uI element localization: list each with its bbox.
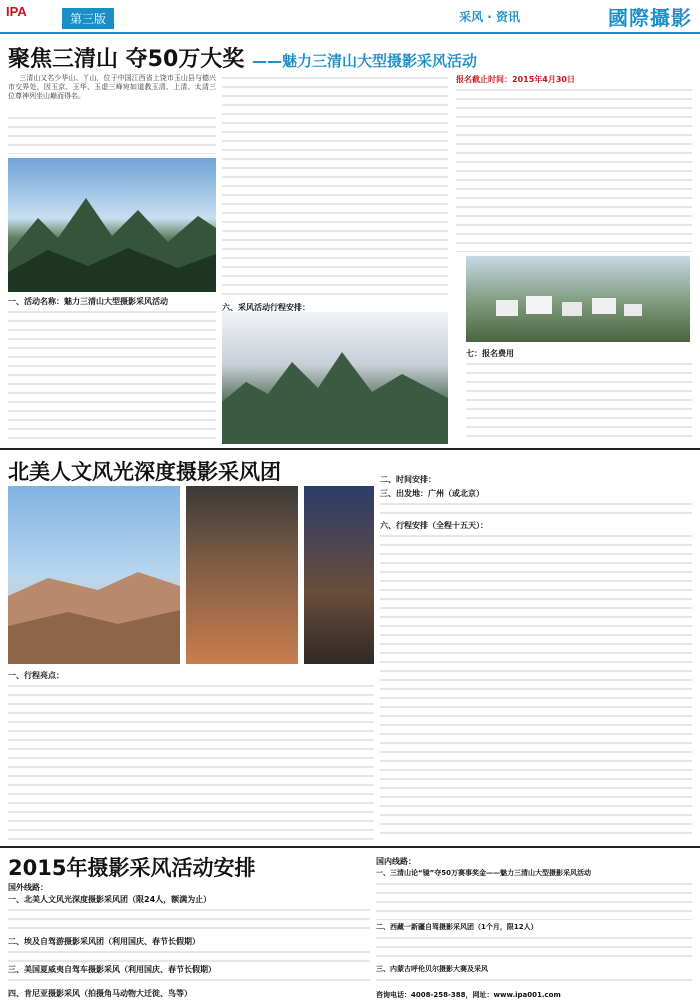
story3-right-head: 国内线路： xyxy=(376,857,416,866)
grand-canyon-photo xyxy=(8,486,180,664)
bodypaint-photo xyxy=(186,486,298,664)
story1-section-7: 七：报名费用 xyxy=(466,349,514,358)
story3-r3: 三、内蒙古呼伦贝尔摄影大赛及采风 xyxy=(376,965,488,973)
story3-l4: 四、肯尼亚摄影采风（拍摄角马动物大迁徙、鸟等） xyxy=(8,989,192,998)
ipa-logo: IPA xyxy=(6,4,27,19)
story2-section-3: 三、出发地：广州（或北京） xyxy=(380,489,484,498)
story3-l3-placeholder xyxy=(8,976,370,986)
story3-l1: 一、北美人文风光深度摄影采风团（限24人，额满为止） xyxy=(8,895,212,904)
story1-section-1: 一、活动名称：魅力三清山大型摄影采风活动 xyxy=(8,297,168,306)
sanqingshan-photo xyxy=(8,158,216,292)
story2-section-1: 一、行程亮点： xyxy=(8,671,64,680)
masthead: 國際攝影 xyxy=(608,6,692,30)
story2-section-6: 六、行程安排（全程十五天）： xyxy=(380,521,488,530)
divider-2 xyxy=(0,846,700,848)
story2-section-2: 二、时间安排： xyxy=(380,475,436,484)
divider-1 xyxy=(0,448,700,450)
story2-title: 北美人文风光深度摄影采风团 xyxy=(8,460,281,484)
story3-r3-placeholder xyxy=(376,976,692,986)
mountain-sea-photo xyxy=(222,312,448,444)
mountain-illustration xyxy=(8,158,216,292)
page-header xyxy=(0,0,700,34)
story3-r2-placeholder xyxy=(376,934,692,962)
page-number: 第三版 xyxy=(62,8,114,29)
village-photo xyxy=(466,256,690,342)
story2-col2a-placeholder xyxy=(380,500,692,518)
story3-left-head: 国外线路： xyxy=(8,883,48,892)
story1-intro-placeholder xyxy=(8,114,216,154)
story1-col3-placeholder xyxy=(456,86,692,252)
story3-r1-placeholder xyxy=(376,880,692,920)
story3-l2: 二、埃及自驾游摄影采风团（利用国庆、春节长假期） xyxy=(8,937,200,946)
story3-l3: 三、美国夏威夷自驾车摄影采风（利用国庆、春节长假期） xyxy=(8,965,216,974)
story1-section-6: 六、采风活动行程安排： xyxy=(222,303,310,312)
story1-col2-placeholder xyxy=(222,74,448,298)
village-illustration xyxy=(466,256,690,342)
story1-col1-placeholder xyxy=(8,308,216,442)
story1-intro: 三清山又名少华山、丫山，位于中国江西省上饶市玉山县与德兴市交界处，因玉京、玉华、玉虚三峰宛如道教玉清、上清、太清三位尊神列坐山巅而得名。 xyxy=(8,74,216,100)
story1-title: 聚焦三清山 夺50万大奖 ——魅力三清山大型摄影采风活动 xyxy=(8,47,477,72)
story3-r2: 二、西藏一新疆自驾摄影采风团（1个月，限12人） xyxy=(376,923,538,931)
story1-col4-placeholder xyxy=(466,360,692,442)
story3-contact: 咨询电话：4008-258-388，网址：www.ipa001.com xyxy=(376,991,561,999)
story3-r1: 一、三清山论“镜”夺50万赛事奖金——魅力三清山大型摄影采风活动 xyxy=(376,869,591,877)
canyon-illustration xyxy=(8,486,180,664)
story3-title: 2015年摄影采风活动安排 xyxy=(8,856,256,880)
peak-illustration xyxy=(222,312,448,444)
story3-l2-placeholder xyxy=(8,948,370,962)
column-name: 采风 · 资讯 xyxy=(459,10,520,24)
story3-l1-placeholder xyxy=(8,906,370,934)
story2-col1-placeholder xyxy=(8,682,374,840)
story2-col2-placeholder xyxy=(380,532,692,840)
story1-deadline: 报名截止时间：2015年4月30日 xyxy=(456,75,575,84)
rodeo-photo xyxy=(304,486,374,664)
